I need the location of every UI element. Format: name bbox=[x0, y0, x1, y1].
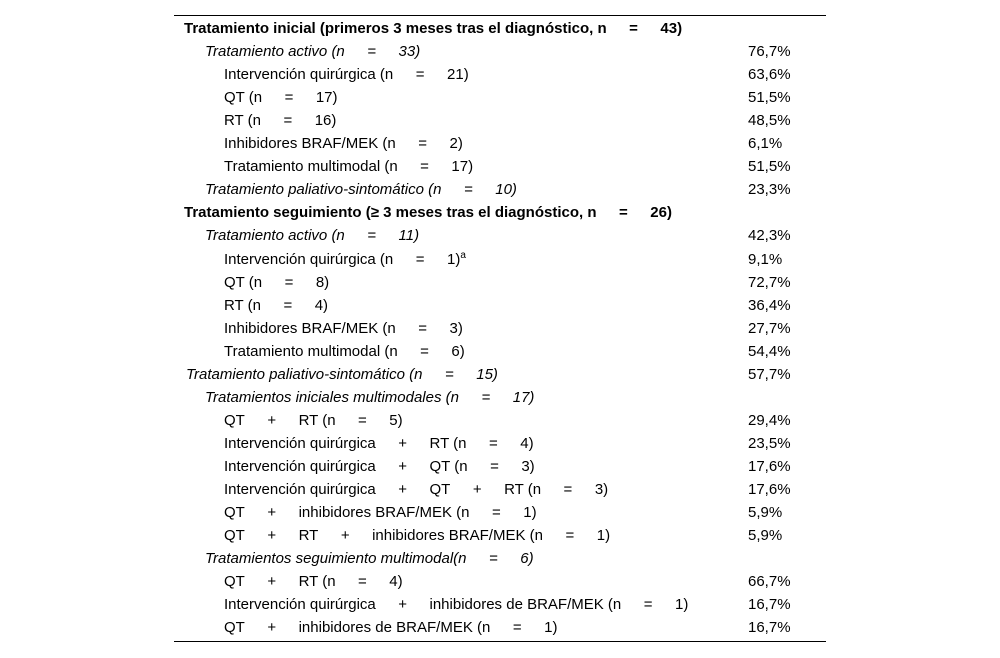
row-percentage: 23,3% bbox=[748, 181, 791, 199]
row-label bbox=[224, 294, 328, 317]
row-label bbox=[205, 224, 419, 247]
table-row bbox=[174, 248, 826, 271]
row-percentage: 27,7% bbox=[748, 319, 791, 337]
table-row bbox=[174, 63, 826, 86]
table-row bbox=[174, 40, 826, 63]
row-label-text: Tratamiento multimodal (n = 6) bbox=[224, 342, 465, 360]
row-label bbox=[224, 271, 329, 294]
table-row bbox=[174, 455, 826, 478]
row-percentage: 51,5% bbox=[748, 89, 791, 107]
row-percentage: 72,7% bbox=[748, 273, 791, 291]
row-label bbox=[184, 201, 672, 224]
table-row bbox=[174, 109, 826, 132]
row-label bbox=[224, 432, 534, 455]
row-label-text: QT + inhibidores de BRAF/MEK (n = 1) bbox=[224, 619, 558, 637]
row-label bbox=[205, 178, 517, 201]
row-label-text: Tratamiento paliativo-sintomático (n = 10) bbox=[205, 181, 517, 199]
row-percentage: 16,7% bbox=[748, 596, 791, 614]
row-label bbox=[224, 593, 688, 616]
table-row bbox=[174, 432, 826, 455]
row-label bbox=[224, 501, 537, 524]
row-label-text: Intervención quirúrgica + QT (n = 3) bbox=[224, 457, 535, 475]
table-row bbox=[174, 570, 826, 593]
row-label bbox=[224, 524, 610, 547]
footnote-marker: a bbox=[460, 249, 466, 261]
row-label-text: Intervención quirúrgica + inhibidores de BRAF/MEK (n = 1) bbox=[224, 596, 689, 614]
table-row bbox=[174, 547, 826, 570]
table-row bbox=[174, 201, 826, 224]
row-label bbox=[224, 340, 465, 363]
row-label bbox=[224, 455, 535, 478]
row-label-text: RT (n = 4) bbox=[224, 296, 329, 314]
row-percentage: 6,1% bbox=[748, 135, 783, 153]
row-percentage: 9,1% bbox=[748, 250, 783, 268]
row-percentage: 5,9% bbox=[748, 504, 783, 522]
row-label bbox=[224, 132, 463, 155]
row-label-text: Tratamiento inicial (primeros 3 meses tras el diagnóstico, n = 43) bbox=[184, 20, 683, 37]
row-label-text: Inhibidores BRAF/MEK (n = 3) bbox=[224, 319, 463, 337]
row-label-text: Tratamiento multimodal (n = 17) bbox=[224, 158, 474, 176]
row-label-text: Tratamientos iniciales multimodales (n = 17) bbox=[205, 388, 535, 406]
row-percentage: 36,4% bbox=[748, 296, 791, 314]
row-label bbox=[224, 86, 338, 109]
row-label bbox=[224, 155, 473, 178]
table-row bbox=[174, 17, 826, 40]
table-row bbox=[174, 294, 826, 317]
row-label bbox=[205, 547, 534, 570]
row-label bbox=[224, 317, 463, 340]
row-label bbox=[205, 386, 534, 409]
treatment-table bbox=[174, 15, 826, 642]
table-row bbox=[174, 363, 826, 386]
row-percentage: 48,5% bbox=[748, 112, 791, 130]
table-row bbox=[174, 616, 826, 639]
row-percentage: 17,6% bbox=[748, 457, 791, 475]
row-label-text: Tratamiento activo (n = 11) bbox=[205, 227, 420, 245]
table-row bbox=[174, 155, 826, 178]
row-label-text: QT (n = 17) bbox=[224, 89, 338, 107]
row-label-text: RT (n = 16) bbox=[224, 112, 337, 130]
table-row bbox=[174, 271, 826, 294]
table-row bbox=[174, 478, 826, 501]
row-label bbox=[224, 409, 403, 432]
table-row bbox=[174, 317, 826, 340]
table-row bbox=[174, 340, 826, 363]
row-label-text: QT + RT + inhibidores BRAF/MEK (n = 1) bbox=[224, 527, 611, 545]
row-label bbox=[224, 570, 403, 593]
row-label bbox=[224, 616, 557, 639]
row-label bbox=[224, 478, 608, 501]
row-label-text: Tratamientos seguimiento multimodal(n = 6) bbox=[205, 550, 534, 568]
row-label-text: QT + RT (n = 5) bbox=[224, 411, 403, 429]
row-label bbox=[224, 63, 469, 86]
table-row bbox=[174, 593, 826, 616]
row-percentage: 42,3% bbox=[748, 227, 791, 245]
table-row bbox=[174, 224, 826, 247]
row-percentage: 51,5% bbox=[748, 158, 791, 176]
row-label bbox=[224, 248, 466, 271]
row-percentage: 17,6% bbox=[748, 481, 791, 498]
row-label-text: Intervención quirúrgica + RT (n = 4) bbox=[224, 434, 534, 452]
row-label-text: Tratamiento seguimiento (≥ 3 meses tras el diagnóstico, n = 26) bbox=[184, 204, 672, 222]
row-percentage: 66,7% bbox=[748, 573, 791, 591]
row-label-text: QT + RT (n = 4) bbox=[224, 573, 403, 591]
row-label-text: Intervención quirúrgica (n = 1) bbox=[224, 250, 461, 268]
row-label bbox=[224, 109, 336, 132]
row-label-text: Intervención quirúrgica + QT + RT (n = 3) bbox=[224, 481, 609, 498]
row-percentage: 5,9% bbox=[748, 527, 783, 545]
row-label-text: Intervención quirúrgica (n = 21) bbox=[224, 66, 469, 84]
row-label-text: QT (n = 8) bbox=[224, 273, 330, 291]
table-row bbox=[174, 132, 826, 155]
row-percentage: 16,7% bbox=[748, 619, 791, 637]
table-row bbox=[174, 409, 826, 432]
row-percentage: 63,6% bbox=[748, 66, 791, 84]
row-label-text: Inhibidores BRAF/MEK (n = 2) bbox=[224, 135, 463, 153]
row-label bbox=[186, 363, 498, 386]
row-label-text: Tratamiento activo (n = 33) bbox=[205, 43, 421, 61]
table-row bbox=[174, 386, 826, 409]
row-percentage: 29,4% bbox=[748, 411, 791, 429]
row-percentage: 76,7% bbox=[748, 43, 791, 61]
row-percentage: 23,5% bbox=[748, 434, 791, 452]
row-label bbox=[184, 17, 682, 40]
table-row bbox=[174, 501, 826, 524]
table-row bbox=[174, 178, 826, 201]
row-label-text: QT + inhibidores BRAF/MEK (n = 1) bbox=[224, 504, 537, 522]
table-row bbox=[174, 86, 826, 109]
row-label bbox=[205, 40, 420, 63]
table-row bbox=[174, 524, 826, 547]
row-percentage: 54,4% bbox=[748, 342, 791, 360]
row-percentage: 57,7% bbox=[748, 365, 791, 383]
row-label-text: Tratamiento paliativo-sintomático (n = 15) bbox=[186, 365, 498, 383]
